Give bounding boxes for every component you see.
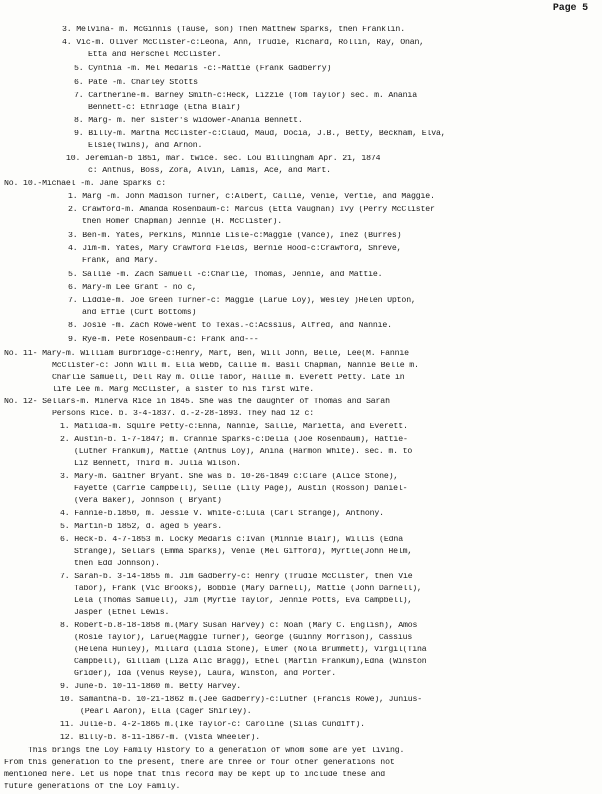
text-line: 7. Sarah-b. 3-14-1855 m. Jim Gadberry-c: Henry (Trudie McClister, then Vie [60,573,413,581]
text-line: (Helena Hunley), Millard (Lidia Stone), Elmer (Nola Brummett), Virgil(Tina [74,646,427,654]
text-line: Strange), Sellars (Emma Sparks), Venie (Mel Gifford), Myrtle(John Helm, [74,548,413,556]
text-line: Liz Bennett, Third m. Julia Wilson. [74,460,241,468]
text-line: 6. Pate -m. Charley Stotts [74,79,198,87]
text-line: Persons Rice. b. 3-4-1837. d.-2-28-1893. They had 12 c: [52,410,314,418]
text-line: 4. Vic-m. Oliver McClister-c:Leona, Ann, Trudie, Richard, Rollin, Ray, Onan, [62,39,425,47]
text-line: 3. Ben-m. Yates, Perkins, Minnie Lisle-c:Maggie (Vance), Inez (Burres) [68,232,402,240]
text-line: No. 10.-Michael -m. Jane Sparks c: [4,180,166,188]
text-line: Tabor), Frank (Vic Brooks), Bobbie (Mary Darnell), Mattie (John Darnell), [74,585,422,593]
text-line: 3. Melvina- m. McGinnis (Tause, son) Then Matthew Sparks, then Franklin. [62,26,405,34]
text-line: 7. Liddie-m. Joe Green Turner-c: Maggie (Larue Loy), Wesley )Helen Upton, [68,297,416,305]
text-line: Grider), Ida (Venus Reyse), Laura, Winston, and Porter. [74,670,336,678]
text-line: 10. Samantha-b. 10-21-1862 m.(Jee Gadberry)-c:Luther (Francis Rowe), Junius- [60,696,423,704]
text-line: (Vera Baker), Johnson ( Bryant) [74,497,222,505]
text-line: 2. Crawford-m. Amanda Rosenbaum-c: Marcus (Etta Vaughan) Ivy (Perry McClister [68,206,435,214]
text-line: No. 12- Sellars-m. Minerva Rice in 1845. She was the daughter of Thomas and Sarah [4,398,390,406]
text-line: 1. Matilda-m. Squire Petty-c:Enna, Nannie, Sallie, Marietta, and Everett. [60,423,408,431]
text-line: 4. Jim-m. Yates, Mary Crawford Fields, Bernie Hood-c:Crawford, Shreve, [68,245,402,253]
text-line: and Effie (Curt Bottoms) [82,309,197,317]
text-line: c: Anthus, Boss, Zora, Alvin, Lamis, Ace, and Mart. [88,167,331,175]
text-line: future generations of the Loy Family. [4,783,181,791]
text-line: From this generation to the present, there are three or four other generations not [4,759,395,767]
text-line: Etta and Herschel McClister. [88,51,222,59]
text-line: 5. Cynthia -m. Mel Medaris -c:-Mattie (Frank Gadberry) [74,65,332,73]
text-line: 1. Marg -m. John Madison Turner, c:Albert, Callie, Venie, Vertie, and Maggie. [68,193,435,201]
text-line: 5. Sallie -m. Zach Samuell -c:Charlie, Thomas, Jennie, and Mattie. [68,271,383,279]
text-line: 6. Mary-m Lee Grant - no c, [68,284,197,292]
text-line: 9. June-b. 10-11-1860 m. Betty Harvey. [60,683,242,691]
text-line: 2. Austin-b. 1-7-1847; m. Crannie Sparks-c:Delia (Joe Rosenbaum), Hattie- [60,436,408,444]
text-line: then Edd Johnson). [74,560,160,568]
text-line: then Homer Chapman) Jennie (H. McClister). [82,218,283,226]
text-line: 3. Mary-m. Gaither Bryant. She was b. 10-26-1849 c:Clare (Alice Stone), [60,473,399,481]
text-line: 8. Josie -m. Zach Rowe-went to Texas.-c:Acssius, Alfred, and Nannie. [68,322,392,330]
text-line: No. 11- Mary-m. William Burbridge-c:Henry, Mart, Ben, Will John, Belle, Lee(M. Fannie [4,350,409,358]
text-line: 12. Billy-b. 8-11-1867-m. (Vista Wheeler). [60,734,261,742]
text-line: 7. Cartherine-m. Barney Smith-c:Heck, Lizzie (Tom Taylor) sec. m. Anania [74,92,417,100]
text-line: 4. Fannie-b.1850, m. Jessie V. White-c:Lula (Carl Strange), Anthony. [60,510,384,518]
text-line: This brings the Loy Family History to a generation of whom some are yet living. [28,747,405,755]
text-line: Fayette (Carrie Campbell), Sellie (Lily Page), Austin (Rosson) Daniel- [74,485,408,493]
text-line: Charlie Samuell, Dell Ray m. Ollie Tabor, Hallie m. Everett Petty. Late in [52,374,405,382]
text-line: Jasper (Ethel Lewis. [74,609,170,617]
text-line: 5. Martin-b 1852, d. aged 5 years. [60,523,222,531]
text-line: Lela (Thomas Samuell), Jim (Myrtie Taylor, Jennie Potts, Eva Campbell), [74,597,413,605]
text-line: Bennett-c: Ethridge (Etha Blair) [88,104,241,112]
page-number: Page 5 [552,3,588,14]
text-line: 11. Julie-b. 4-2-1865 m.(Ike Taylor-c: Caroline (Silas Cundiff). [60,721,365,729]
text-line: 8. Robert-b.8-18-1858 m.(Mary Susan Harvey) c: Noah (Mary C. English), Amos [60,622,418,630]
text-line: (Rosie Taylor), Larue(Maggie Turner), George (Guinny Morrison), Cassius [74,634,413,642]
text-line: mentioned here. Let us hope that this record may be kept up to include these and [4,771,386,779]
text-line: Campbell), Gilliam (Liza Alic Bragg), Ethel (Martin Frankum),Edna (Winston [74,658,427,666]
text-line: (Pearl Aaron), Ella (Cager Shirley). [80,708,252,716]
text-line: McClister-c: John Will m. Ella Webb, Callie m. Basil Chapman, Nannie Belle m. [52,362,419,370]
text-line: 10. Jeremiah-b 1851, mar. twice. sec. Lou Billingham Apr. 21, 1874 [66,155,381,163]
text-line: 6. Heck-b. 4-7-1853 m. Locky Medaris c:Ivan (Minnie Blair), Willis (Edna [60,536,403,544]
text-line: (Luther Frankum), Mattie (Anthus Loy), Anina (Harmon White). sec. m. to [74,448,413,456]
text-line: 9. Billy-m. Martha McClister-c:Claud, Maud, Docia, J.B., Betty, Beckham, Elva, [74,130,446,138]
text-line: 9. Rye-m. Pete Rosenbaum-c: Frank and--- [68,336,259,344]
text-line: 8. Marg- m. her sister's widower-Anania Bennett. [74,117,303,125]
text-line: Frank, and Mary. [82,257,159,265]
text-line: life Lee m. Marg McClister, a sister to his first wife. [52,386,314,394]
text-line: Elsie(Twins), and Arnon. [88,142,203,150]
